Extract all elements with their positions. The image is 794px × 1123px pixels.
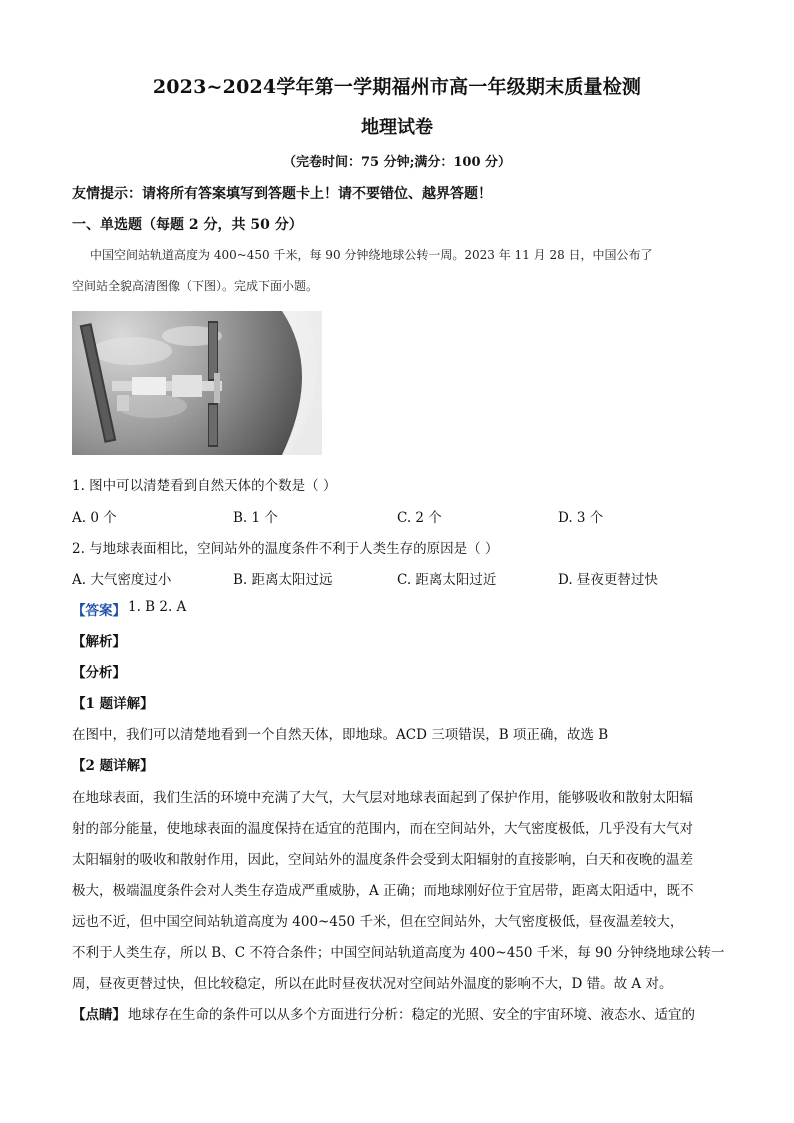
q2-detail-line: 在地球表面，我们生活的环境中充满了大气，大气层对地球表面起到了保护作用，能够吸收和散射太阳辐 <box>72 790 693 806</box>
exam-time-score: （完卷时间：75 分钟;满分：100 分） <box>282 155 512 170</box>
question-1-option-a: A. 0 个 <box>72 510 117 526</box>
q1-detail-text: 在图中，我们可以清楚地看到一个自然天体，即地球。ACD 三项错误，B 项正确，故选 B <box>72 727 609 743</box>
jiexi-heading: 【解析】 <box>72 634 126 650</box>
material-intro-line-1: 中国空间站轨道高度为 400~450 千米，每 90 分钟绕地球公转一周。2023 年 11 月 28 日，中国公布了 <box>90 248 653 262</box>
q2-detail-heading: 【2 题详解】 <box>72 758 154 774</box>
section-heading: 一、单选题（每题 2 分，共 50 分） <box>72 217 303 233</box>
question-2-stem: 2. 与地球表面相比，空间站外的温度条件不利于人类生存的原因是（ ） <box>72 541 499 557</box>
q2-detail-line: 远也不近，但中国空间站轨道高度为 400~450 千米，但在空间站外，大气密度极低，昼夜温差较大， <box>72 914 684 930</box>
question-1-option-c: C. 2 个 <box>397 510 442 526</box>
fenxi-heading: 【分析】 <box>72 665 126 681</box>
q2-detail-line: 太阳辐射的吸收和散射作用，因此，空间站外的温度条件会受到太阳辐射的直接影响，白天和夜晚的温差 <box>72 852 693 868</box>
q2-detail-line: 极大，极端温度条件会对人类生存造成严重威胁，A 正确；而地球刚好位于宜居带，距离太阳适中，既不 <box>72 883 694 899</box>
q2-detail-line: 射的部分能量，使地球表面的温度保持在适宜的范围内，而在空间站外，大气密度极低，几乎没有大气对 <box>72 821 693 837</box>
space-station-photo <box>72 311 322 455</box>
material-intro-line-2: 空间站全貌高清图像（下图）。完成下面小题。 <box>72 279 319 293</box>
question-2-option-c: C. 距离太阳过近 <box>397 572 497 588</box>
answer-values: 1. B 2. A <box>128 599 187 615</box>
q1-detail-heading: 【1 题详解】 <box>72 696 154 712</box>
exam-title: 2023~2024学年第一学期福州市高一年级期末质量检测 <box>152 76 642 98</box>
friendly-reminder: 友情提示：请将所有答案填写到答题卡上！请不要错位、越界答题！ <box>72 186 492 202</box>
q2-detail-line: 不利于人类生存，所以 B、C 不符合条件；中国空间站轨道高度为 400~450 千米，每 90 分钟绕地球公转一 <box>72 945 725 961</box>
q2-detail-line: 周，昼夜更替过快，但比较稳定，所以在此时昼夜状况对空间站外温度的影响不大，D 错。故 A 对。 <box>72 976 673 992</box>
space-station-image <box>72 311 322 455</box>
question-2-option-a: A. 大气密度过小 <box>72 572 172 588</box>
question-1-option-d: D. 3 个 <box>558 510 604 526</box>
answer-tag: 【答案】 <box>72 603 126 619</box>
question-1-stem: 1. 图中可以清楚看到自然天体的个数是（ ） <box>72 478 337 494</box>
exam-subject-title: 地理试卷 <box>361 117 433 138</box>
dianjing-text: 地球存在生命的条件可以从多个方面进行分析：稳定的光照、安全的宇宙环境、液态水、适宜的 <box>128 1007 695 1023</box>
question-2-option-b: B. 距离太阳过远 <box>233 572 333 588</box>
question-2-option-d: D. 昼夜更替过快 <box>558 572 658 588</box>
question-1-option-b: B. 1 个 <box>233 510 278 526</box>
dianjing-tag: 【点睛】 <box>72 1007 126 1023</box>
